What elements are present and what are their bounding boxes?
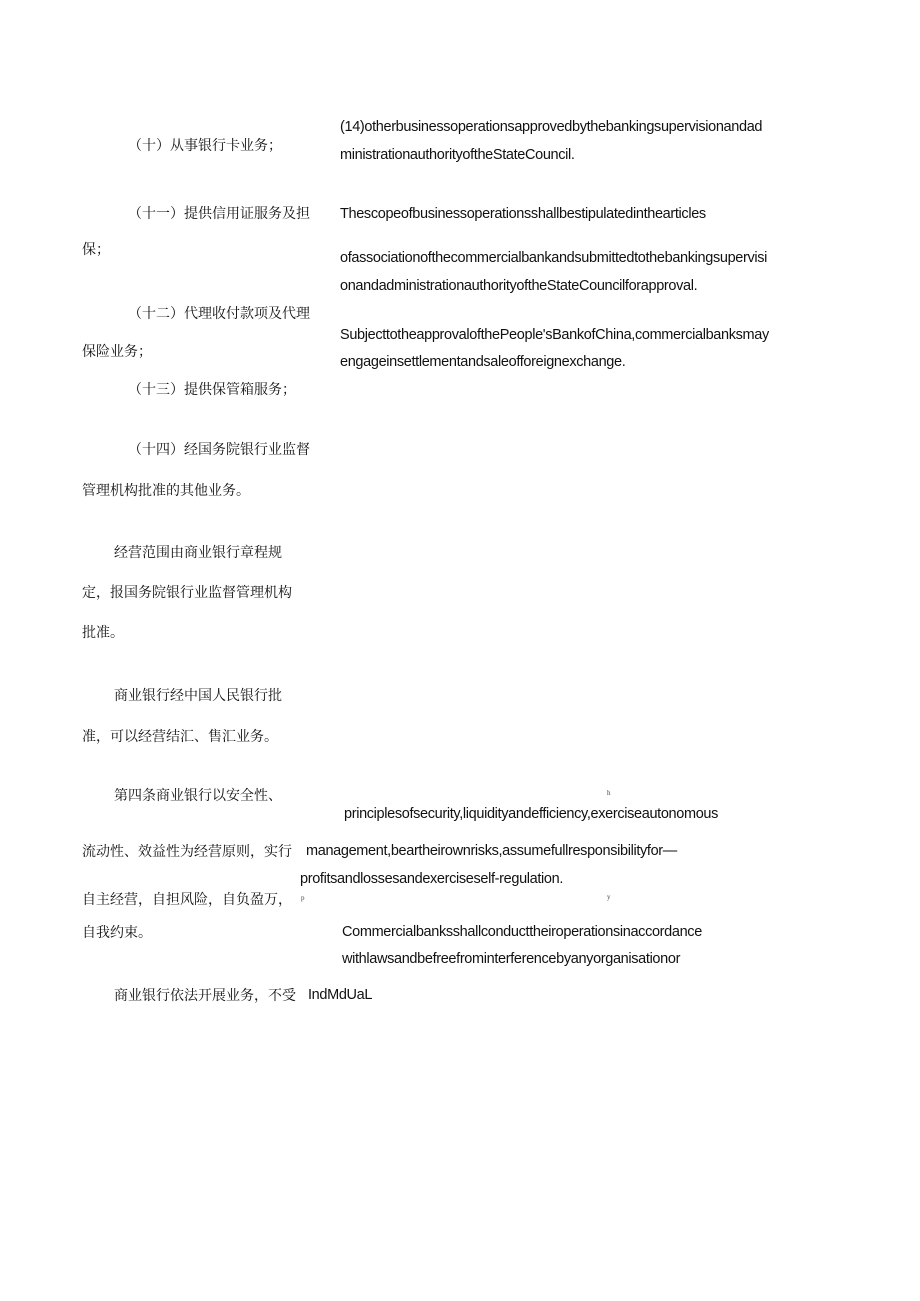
en-forex-line1: SubjecttotheapprovalofthePeople'sBankofChina,commercialbanksmay	[340, 327, 769, 343]
zh-item-11-line1: （十一）提供信用证服务及担	[128, 206, 310, 222]
zh-item-10: （十）从事银行卡业务；	[128, 138, 282, 154]
zh-scope-line2: 定，报国务院银行业监督管理机构	[82, 585, 292, 601]
en-item-14-line2: ministrationauthorityoftheStateCouncil.	[340, 147, 575, 163]
zh-forex-line2: 准，可以经营结汇、售汇业务。	[82, 729, 278, 745]
en-scope-line3: onandadministrationauthorityoftheStateCouncilforapproval.	[340, 278, 698, 294]
en-law-line1: Commercialbanksshallconducttheiroperationsinaccordance	[342, 924, 702, 940]
zh-item-11-line2: 保；	[82, 242, 110, 258]
zh-item-12-line2: 保险业务；	[82, 344, 152, 360]
en-article4-line2: management,beartheirownrisks,assumefullresponsibilityfor—	[306, 843, 677, 859]
zh-forex-line1: 商业银行经中国人民银行批	[114, 688, 282, 704]
zh-law-line1: 商业银行依法开展业务，不受	[114, 988, 296, 1004]
stray-mark-p: p	[301, 894, 305, 902]
en-scope-line2: ofassociationofthecommercialbankandsubmittedtothebankingsupervisi	[340, 250, 768, 266]
en-law-line2: withlawsandbefreefrominterferencebyanyorganisationor	[342, 951, 681, 967]
zh-item-13: （十三）提供保管箱服务；	[128, 382, 296, 398]
zh-article4-line3: 自主经营，自担风险，自负盈万，	[82, 892, 292, 908]
stray-mark-y: y	[607, 893, 611, 901]
zh-scope-line1: 经营范围由商业银行章程规	[114, 545, 282, 561]
en-article4-line1: principlesofsecurity,liquidityandefficiency,exerciseautonomous	[344, 806, 719, 822]
zh-scope-line3: 批准。	[82, 625, 124, 641]
zh-item-14-line2: 管理机构批准的其他业务。	[82, 483, 250, 499]
en-article4-line3: profitsandlossesandexerciseself-regulation.	[300, 871, 564, 887]
zh-article4-line1: 第四条商业银行以安全性、	[114, 788, 282, 804]
en-scope-line1: Thescopeofbusinessoperationsshallbestipulatedinthearticles	[340, 206, 706, 222]
zh-item-12-line1: （十二）代理收付款项及代理	[128, 306, 310, 322]
en-law-line3: IndMdUaL	[308, 987, 373, 1003]
en-forex-line2: engageinsettlementandsaleofforeignexchange.	[340, 354, 626, 370]
zh-item-14-line1: （十四）经国务院银行业监督	[128, 442, 310, 458]
zh-article4-line4: 自我约束。	[82, 925, 152, 941]
en-item-14-line1: (14)otherbusinessoperationsapprovedbythebankingsupervisionandad	[340, 119, 763, 135]
zh-article4-line2: 流动性、效益性为经营原则，实行	[82, 844, 292, 860]
stray-mark-h: h	[607, 789, 611, 797]
